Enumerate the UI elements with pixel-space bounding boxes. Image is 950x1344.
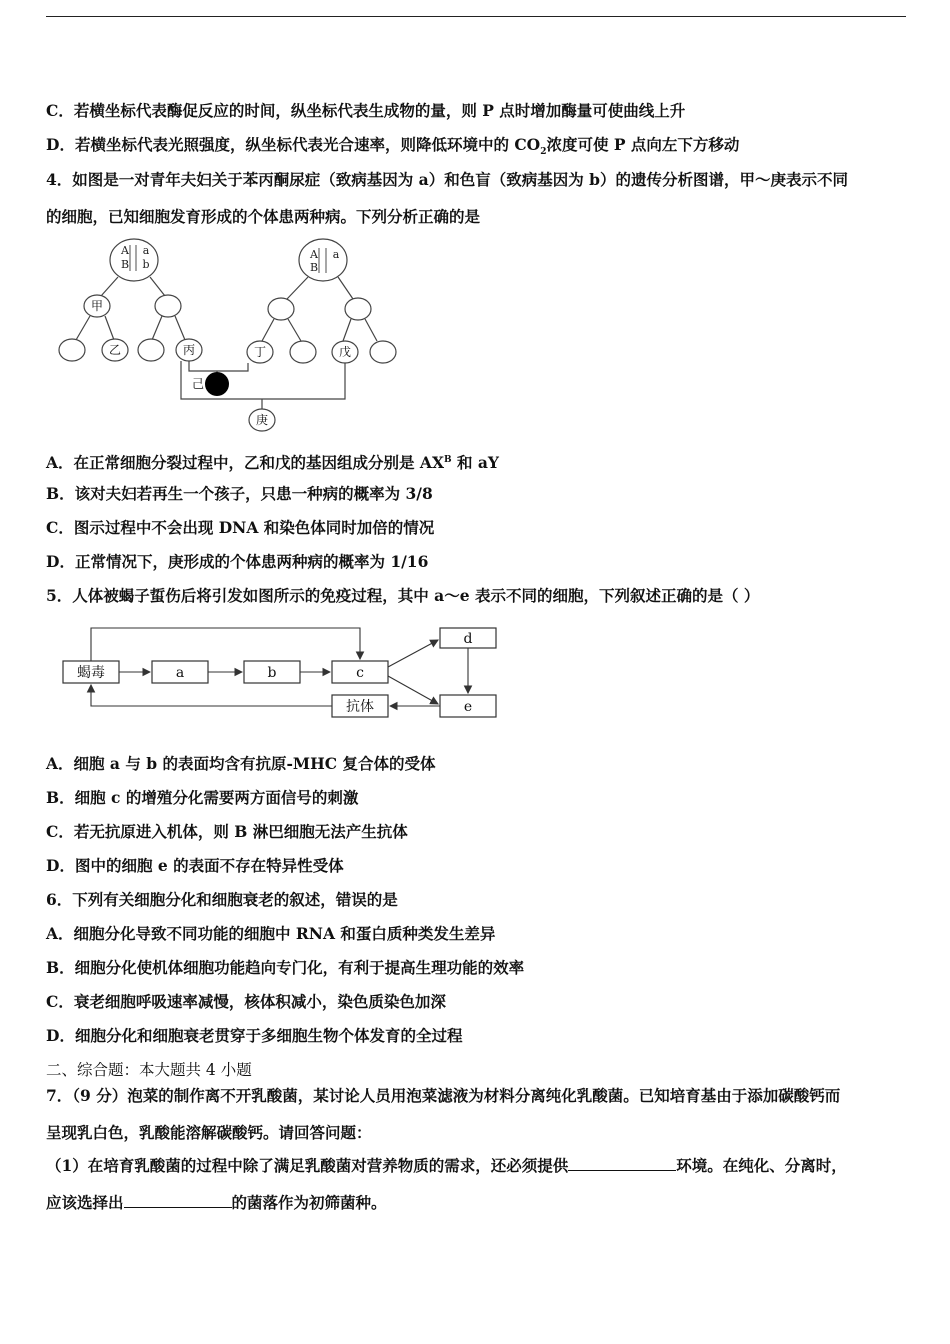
option-6c: C．衰老细胞呼吸速率减慢，核体积减小，染色质染色加深 xyxy=(46,992,446,1011)
svg-text:a: a xyxy=(332,248,340,261)
option-6d: D．细胞分化和细胞衰老贯穿于多细胞生物个体发育的全过程 xyxy=(46,1026,463,1045)
option-5a: A．细胞 a 与 b 的表面均含有抗原-MHC 复合体的受体 xyxy=(46,754,436,773)
fertilized-cell-ji xyxy=(205,372,229,396)
svg-text:甲: 甲 xyxy=(90,299,104,313)
option-4b: B．该对夫妇若再生一个孩子，只患一种病的概率为 3/8 xyxy=(46,484,433,503)
svg-text:B: B xyxy=(120,258,130,271)
question-7-line1: 7．（9 分）泡菜的制作离不开乳酸菌，某讨论人员用泡菜滤液为材料分离纯化乳酸菌。已知培育基由于添加碳酸钙而 xyxy=(46,1086,841,1105)
svg-text:e: e xyxy=(463,699,473,715)
svg-text:A: A xyxy=(310,248,318,261)
svg-text:戊: 戊 xyxy=(338,345,352,359)
answer-blank-2[interactable] xyxy=(124,1193,232,1208)
immune-flow-diagram xyxy=(55,620,505,725)
svg-text:庚: 庚 xyxy=(255,413,269,427)
svg-text:d: d xyxy=(463,631,473,647)
pedigree-diagram xyxy=(50,236,410,436)
svg-text:A: A xyxy=(121,244,129,257)
question-4-line1: 4．如图是一对青年夫妇关于苯丙酮尿症（致病基因为 a）和色盲（致病基因为 b）的遗传分析图谱，甲～庚表示不同 xyxy=(46,170,848,189)
question-7-line2: 呈现乳白色，乳酸能溶解碳酸钙。请回答问题： xyxy=(46,1123,372,1142)
option-4c: C．图示过程中不会出现 DNA 和染色体同时加倍的情况 xyxy=(46,518,435,537)
option-5b: B．细胞 c 的增殖分化需要两方面信号的刺激 xyxy=(46,788,359,807)
svg-text:丁: 丁 xyxy=(253,345,267,359)
question-4-line2: 的细胞，已知细胞发育形成的个体患两种病。下列分析正确的是 xyxy=(46,207,481,226)
svg-text:丙: 丙 xyxy=(182,343,196,357)
option-5d: D．图中的细胞 e 的表面不存在特异性受体 xyxy=(46,856,344,875)
option-5c: C．若无抗原进入机体，则 B 淋巴细胞无法产生抗体 xyxy=(46,822,408,841)
option-6b: B．细胞分化使机体细胞功能趋向专门化，有利于提高生理功能的效率 xyxy=(46,958,525,977)
svg-text:抗体: 抗体 xyxy=(346,699,374,715)
option-4d: D．正常情况下，庚形成的个体患两种病的概率为 1/16 xyxy=(46,552,429,571)
svg-text:a: a xyxy=(142,244,150,257)
question-5: 5．人体被蝎子蜇伤后将引发如图所示的免疫过程，其中 a～e 表示不同的细胞，下列叙述正确的是（ ） xyxy=(46,586,760,605)
question-7-part1: （1）在培育乳酸菌的过程中除了满足乳酸菌对营养物质的需求，还必须提供 环境。在纯化、分离时， xyxy=(46,1156,847,1175)
option-3c: C．若横坐标代表酶促反应的时间，纵坐标代表生成物的量，则 P 点时增加酶量可使曲线上升 xyxy=(46,101,686,120)
svg-text:B: B xyxy=(309,261,319,274)
svg-text:b: b xyxy=(267,665,277,681)
question-6: 6．下列有关细胞分化和细胞衰老的叙述，错误的是 xyxy=(46,890,398,909)
header-rule xyxy=(46,16,906,17)
option-6a: A．细胞分化导致不同功能的细胞中 RNA 和蛋白质种类发生差异 xyxy=(46,924,496,943)
svg-text:c: c xyxy=(356,665,364,681)
svg-text:蝎毒: 蝎毒 xyxy=(77,665,105,681)
svg-text:b: b xyxy=(142,258,150,271)
question-7-part1-cont: 应该选择出 的菌落作为初筛菌种。 xyxy=(46,1193,387,1212)
answer-blank-1[interactable] xyxy=(568,1156,676,1171)
section-2-heading: 二、综合题：本大题共 4 小题 xyxy=(46,1061,252,1079)
option-3d: D．若横坐标代表光照强度，纵坐标代表光合速率，则降低环境中的 $CO_2$浓度可使 P 点向左下方移动 xyxy=(46,135,740,158)
svg-text:乙: 乙 xyxy=(108,343,122,357)
svg-text:a: a xyxy=(175,665,185,681)
option-4a: A．在正常细胞分裂过程中，乙和戊的基因组成分别是 $AX^B$ 和 aY xyxy=(46,453,499,473)
svg-text:己: 己 xyxy=(191,377,205,391)
